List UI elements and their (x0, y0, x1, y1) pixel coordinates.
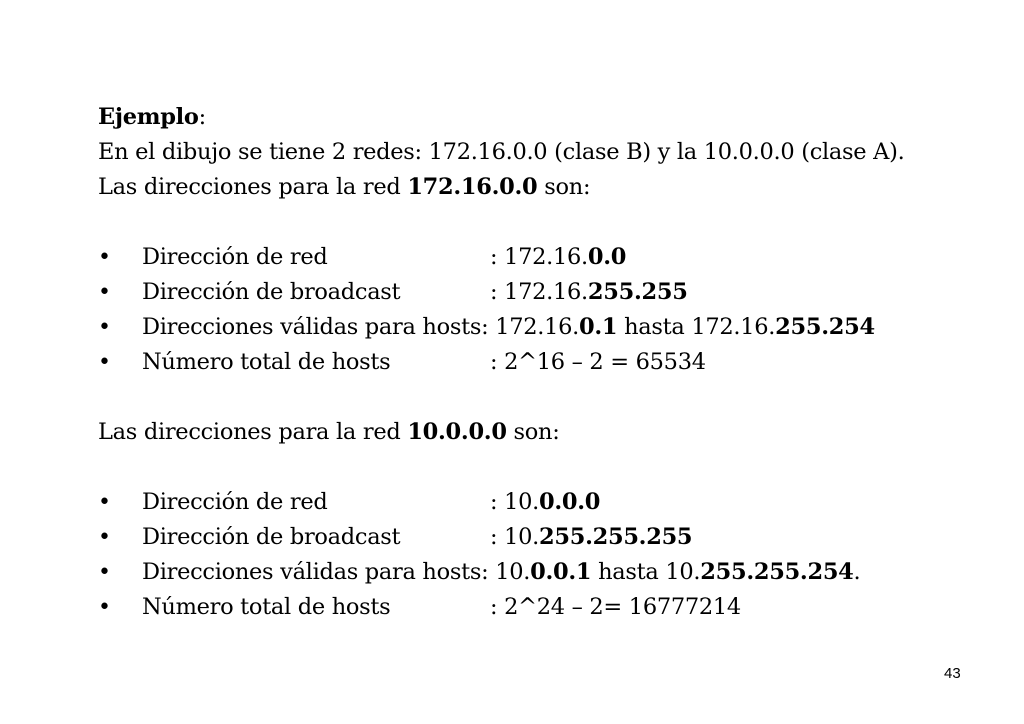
net1-bullet-list (98, 240, 978, 380)
net1-item (98, 240, 978, 275)
net2-heading-prefix: Las direcciones para la red (98, 419, 408, 445)
spacer (98, 205, 978, 240)
net2-item-text: Direcciones válidas para hosts: 10.0.0.1 hasta 10.255.255.254. (142, 559, 861, 585)
bullet-icon: • (98, 490, 111, 515)
spacer (98, 450, 978, 485)
net1-heading-ip: 172.16.0.0 (407, 174, 538, 200)
net2-item-label: Dirección de broadcast (142, 524, 401, 550)
bullet-icon: • (98, 315, 111, 340)
net2-item-label: Dirección de red (142, 489, 328, 515)
net1-heading-prefix: Las direcciones para la red (98, 174, 408, 200)
bullet-icon: • (98, 525, 111, 550)
net1-item (98, 275, 978, 310)
net2-heading-ip: 10.0.0.0 (407, 419, 507, 445)
slide-content (98, 100, 978, 625)
net2-item (98, 555, 978, 590)
example-heading-colon: : (198, 104, 206, 130)
net1-item-text: Direcciones válidas para hosts: 172.16.0.1 hasta 172.16.255.254 (142, 314, 875, 340)
bullet-icon: • (98, 245, 111, 270)
net1-item-value: : 172.16.0.0 (490, 244, 627, 270)
net2-bullet-list (98, 485, 978, 625)
net1-item (98, 345, 978, 380)
page-number: 43 (944, 665, 961, 682)
net1-item-value: : 172.16.255.255 (490, 279, 688, 305)
net2-heading (98, 415, 978, 450)
net2-item-value: : 2^24 – 2= 16777214 (490, 594, 741, 620)
intro-text: En el dibujo se tiene 2 redes: 172.16.0.0 (clase B) y la 10.0.0.0 (clase A). (98, 139, 905, 165)
net1-heading (98, 170, 978, 205)
bullet-icon: • (98, 560, 111, 585)
net2-item (98, 590, 978, 625)
net1-item-value: : 2^16 – 2 = 65534 (490, 349, 706, 375)
example-heading-line (98, 100, 978, 135)
net2-item (98, 485, 978, 520)
example-heading: Ejemplo (98, 104, 199, 130)
net1-item-label: Dirección de broadcast (142, 279, 401, 305)
net2-heading-suffix: son: (506, 419, 560, 445)
bullet-icon: • (98, 280, 111, 305)
net2-item-value: : 10.255.255.255 (490, 524, 693, 550)
net2-item-value: : 10.0.0.0 (490, 489, 601, 515)
bullet-icon: • (98, 350, 111, 375)
spacer (98, 380, 978, 415)
net1-item (98, 310, 978, 345)
bullet-icon: • (98, 595, 111, 620)
net1-heading-suffix: son: (537, 174, 591, 200)
net1-item-label: Dirección de red (142, 244, 328, 270)
net1-item-label: Número total de hosts (142, 349, 391, 375)
net2-item (98, 520, 978, 555)
net2-item-label: Número total de hosts (142, 594, 391, 620)
